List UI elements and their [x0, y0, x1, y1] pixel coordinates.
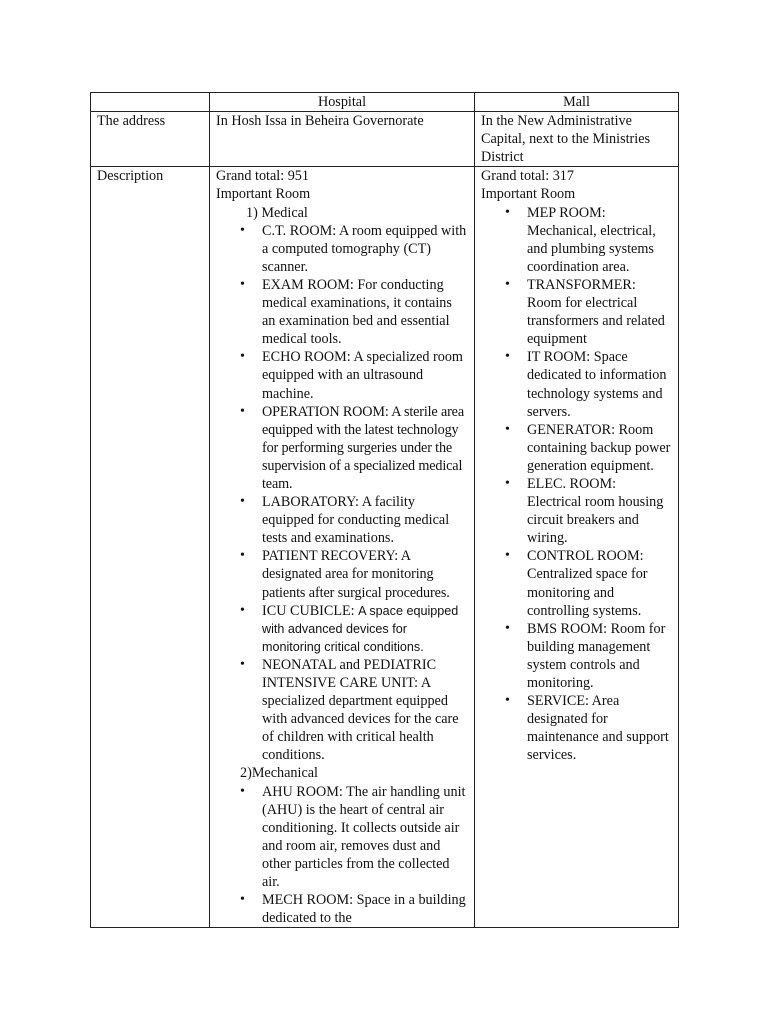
- hospital-address: In Hosh Issa in Beheira Governorate: [210, 112, 475, 167]
- list-item: • C.T. ROOM: A room equipped with a computed tomography (CT) scanner.: [216, 222, 468, 276]
- list-item: • GENERATOR: Room containing backup power generation equipment.: [481, 421, 672, 475]
- medical-list: [216, 222, 468, 765]
- mall-list: [481, 204, 672, 765]
- list-item: • BMS ROOM: Room for building management system controls and monitoring.: [481, 620, 672, 692]
- icu-text: A space equipped with advanced devices for monitoring critical conditions.: [262, 603, 459, 654]
- mall-description: [475, 167, 679, 928]
- mall-important-heading: Important Room: [481, 186, 576, 203]
- mall-grand-total: Grand total: 317: [481, 168, 574, 185]
- icu-title: ICU CUBICLE:: [262, 602, 359, 619]
- mechanical-heading: 2)Mechanical: [240, 765, 318, 782]
- comparison-table: [90, 92, 679, 928]
- hospital-description: [210, 167, 475, 928]
- hospital-important-heading: Important Room: [216, 186, 311, 203]
- list-item: • MECH ROOM: Space in a building dedicated to the: [216, 891, 468, 927]
- description-label: Description: [91, 167, 210, 928]
- list-item: • IT ROOM: Space dedicated to information technology systems and servers.: [481, 348, 672, 420]
- mall-address: In the New Administrative Capital, next to the Ministries District: [475, 112, 679, 167]
- list-item: • AHU ROOM: The air handling unit (AHU) is the heart of central air conditioning. It collects outside air and room air, removes dust and other particles from the collected air.: [216, 783, 468, 892]
- medical-heading: 1) Medical: [246, 204, 308, 221]
- list-item: • TRANSFORMER: Room for electrical transformers and related equipment: [481, 276, 672, 348]
- list-item: • ELEC. ROOM: Electrical room housing circuit breakers and wiring.: [481, 475, 672, 547]
- list-item: • CONTROL ROOM: Centralized space for monitoring and controlling systems.: [481, 547, 672, 619]
- description-row: [91, 167, 679, 928]
- list-item: • NEONATAL and PEDIATRIC INTENSIVE CARE UNIT: A specialized department equipped with advanced devices for the care of children with critical health conditions.: [216, 656, 468, 765]
- hospital-grand-total: Grand total: 951: [216, 168, 309, 185]
- list-item: • OPERATION ROOM: A sterile area equipped with the latest technology for performing surgeries under the supervision of a specialized medical team.: [216, 403, 468, 493]
- list-item: • ECHO ROOM: A specialized room equipped with an ultrasound machine.: [216, 348, 468, 402]
- address-label: The address: [91, 112, 210, 167]
- list-item: • EXAM ROOM: For conducting medical examinations, it contains an examination bed and essential medical tools.: [216, 276, 468, 348]
- list-item: • PATIENT RECOVERY: A designated area for monitoring patients after surgical procedures.: [216, 547, 468, 601]
- list-item: [216, 602, 468, 656]
- header-blank: [91, 93, 210, 112]
- address-row: [91, 112, 679, 167]
- list-item: • LABORATORY: A facility equipped for conducting medical tests and examinations.: [216, 493, 468, 547]
- header-hospital: Hospital: [210, 93, 475, 112]
- header-row: [91, 93, 679, 112]
- list-item: • MEP ROOM: Mechanical, electrical, and plumbing systems coordination area.: [481, 204, 672, 276]
- mechanical-list: [216, 783, 468, 928]
- header-mall: Mall: [475, 93, 679, 112]
- list-item: • SERVICE: Area designated for maintenance and support services.: [481, 692, 672, 764]
